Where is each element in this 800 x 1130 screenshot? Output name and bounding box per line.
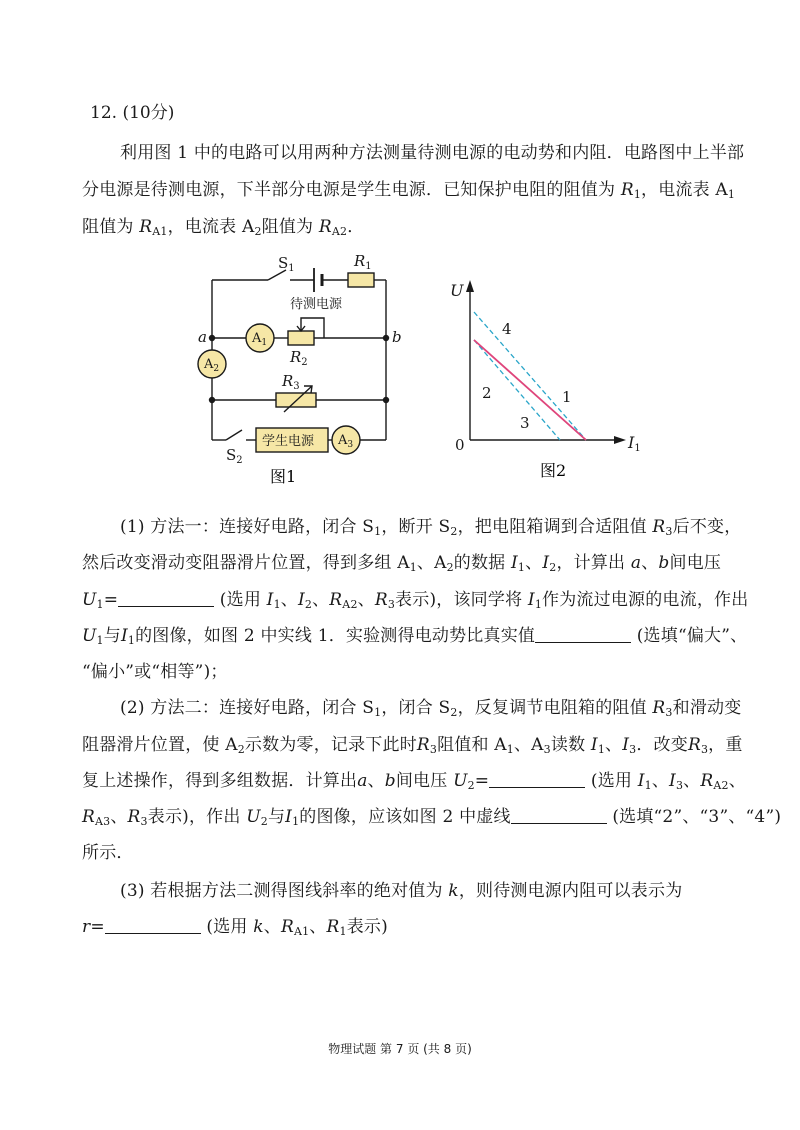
label-r3: $R_3$ — [282, 372, 300, 392]
label-node-a: a — [198, 328, 207, 346]
ui-graph — [466, 280, 626, 444]
figure2-caption: 图2 — [540, 461, 567, 480]
intro-line-1: 利用图 1 中的电路可以用两种方法测量待测电源的电动势和内阻．电路图中上半部 — [120, 143, 745, 163]
label-student-source: 学生电源 — [262, 434, 315, 449]
switch-s2 — [226, 430, 242, 440]
question-points: (10分) — [122, 103, 175, 123]
part1-line-2: 然后改变滑动变阻器滑片位置，得到多组 $A_1$、$A_2$的数据 $I_1$、$I_2$，计算出 a、b间电压 — [82, 553, 722, 574]
label-r2: $R_2$ — [290, 348, 308, 368]
u-axis-arrow — [466, 280, 474, 292]
label-a2: $A_2$ — [204, 357, 220, 374]
label-a3: $A_3$ — [338, 433, 354, 450]
part2-line-1: (2) 方法二：连接好电路，闭合 $S_1$，闭合 $S_2$，反复调节电阻箱的阻值 $R_3$和滑动变 — [120, 698, 742, 719]
resistor-r1 — [348, 273, 374, 287]
part1-line-5: “偏小”或“相等”)； — [82, 662, 228, 682]
answer-blank-emf-comparison[interactable] — [535, 625, 631, 643]
figure1-caption: 图1 — [270, 467, 297, 486]
figure-area — [190, 250, 660, 490]
intro-line-2: 分电源是待测电源，下半部分电源是学生电源．已知保护电阻的阻值为 $R_1$，电流表 $A_1$ — [82, 180, 736, 201]
node-a-dot — [210, 336, 215, 341]
part3-line-1: (3) 若根据方法二测得图线斜率的绝对值为 k，则待测电源内阻可以表示为 — [120, 881, 683, 901]
line-label-2: 2 — [482, 384, 492, 402]
label-r1: $R_1$ — [354, 252, 372, 272]
part2-line-5: 所示． — [82, 843, 134, 863]
i-axis-arrow — [614, 436, 626, 444]
label-s2: $S_2$ — [226, 446, 243, 466]
axis-label-u: U — [450, 281, 464, 300]
circuit-and-graph — [190, 250, 660, 490]
line-label-4: 4 — [502, 320, 512, 338]
graph-labels — [450, 281, 641, 454]
part1-line-4: $U_1$与$I_1$的图像，如图 2 中实线 1．实验测得电动势比真实值 (选填“偏大”、 — [82, 626, 748, 647]
label-node-b: b — [392, 328, 402, 346]
answer-blank-u2[interactable] — [489, 770, 585, 788]
axis-label-i: I1 — [628, 433, 641, 454]
origin-label: 0 — [455, 436, 465, 454]
intro-line-3: 阻值为 $R_{A1}$，电流表 $A_2$阻值为 $R_{A2}$． — [82, 217, 365, 238]
label-a1: $A_1$ — [252, 331, 268, 348]
answer-blank-dashed-line[interactable] — [511, 806, 607, 824]
part2-line-2: 阻器滑片位置，使 $A_2$示数为零，记录下此时$R_3$阻值和 $A_1$、$A_3$读数 $I_1$、$I_3$．改变$R_3$，重 — [82, 735, 743, 756]
page-footer: 物理试题 第 7 页 (共 8 页) — [328, 1042, 472, 1056]
label-source-under-test: 待测电源 — [290, 297, 343, 312]
dashed-line-4 — [474, 312, 586, 440]
part2-line-4: $R_{A3}$、$R_3$表示)，作出 $U_2$与$I_1$的图像，应该如图 2 中虚线 (选填“2”、“3”、“4”) — [82, 807, 782, 828]
question-number: 12. — [90, 103, 118, 123]
part1-line-3: $U_1=$ (选用 $I_1$、$I_2$、$R_{A2}$、$R_3$表示)，该同学将 $I_1$作为流过电源的电流，作出 — [82, 590, 749, 611]
answer-blank-u1[interactable] — [118, 589, 214, 607]
rheostat-r2 — [288, 331, 314, 345]
line-label-3: 3 — [520, 414, 530, 432]
line-label-1: 1 — [562, 388, 572, 406]
part2-line-3: 复上述操作，得到多组数据．计算出a、b间电压 $U_2=$ (选用 $I_1$、$I_3$、$R_{A2}$、 — [82, 771, 746, 792]
node-b-dot — [384, 336, 389, 341]
question-header — [90, 98, 174, 123]
part3-line-2: r= (选用 k、$R_{A1}$、$R_1$表示) — [82, 917, 388, 938]
answer-blank-internal-resistance[interactable] — [105, 916, 201, 934]
label-s1: $S_1$ — [278, 254, 295, 274]
part1-line-1: (1) 方法一：连接好电路，闭合 $S_1$，断开 $S_2$，把电阻箱调到合适阻值 $R_3$后不变， — [120, 517, 742, 538]
